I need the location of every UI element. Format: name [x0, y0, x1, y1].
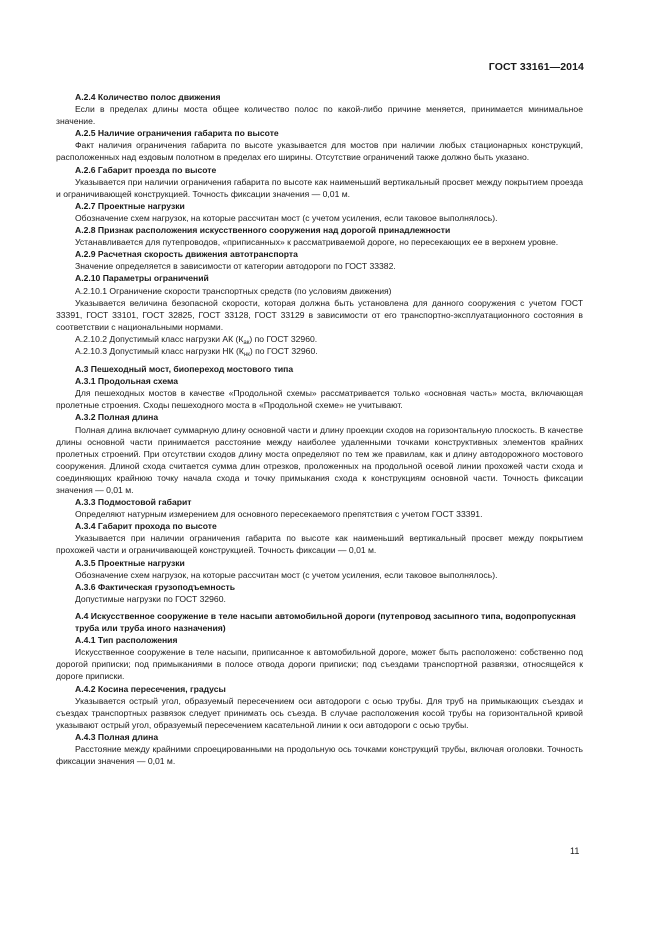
- paragraph: Устанавливается для путепроводов, «приписанных» к рассматриваемой дороге, но пересекающих ее в верхнем уровне.: [75, 237, 559, 248]
- document-body: [56, 91, 583, 767]
- paragraph: Указывается величина безопасной скорости, которая должна быть установлена для данного сооружения с учетом ГОСТ 33391, ГОСТ 33101, ГОСТ 32825, ГОСТ 33128, ГОСТ 33129 в зависимости от его транспортно-эксплуатационного состояния в соответствии с национальными нормами.: [56, 297, 583, 332]
- paragraph: Искусственное сооружение в теле насыпи, приписанное к автомобильной дороге, может быть расположено: собственно под дорогой приписки; под примыканиями в полосе отвода дороги приписки; под съездами транспортной развязки, относящейся к дороге приписки.: [56, 647, 583, 682]
- document-header-id: ГОСТ 33161—2014: [488, 61, 584, 73]
- paragraph: Допустимые нагрузки по ГОСТ 32960.: [75, 593, 226, 604]
- clause-heading: А.2.7 Проектные нагрузки: [75, 200, 185, 211]
- clause-heading: А.3.2 Полная длина: [75, 412, 159, 423]
- clause-heading: А.4.1 Тип расположения: [75, 635, 178, 646]
- paragraph: Обозначение схем нагрузок, на которые рассчитан мост (с учетом усиления, если таковое выполнялось).: [75, 569, 498, 580]
- paragraph: Указывается при наличии ограничения габарита по высоте как наименьший вертикальный просвет между покрытием проезда и ограничивающей конструкцией. Точность фиксации значения — 0,01 м.: [56, 176, 583, 199]
- clause-heading: А.3.5 Проектные нагрузки: [75, 557, 185, 568]
- clause-heading: А.3.1 Продольная схема: [75, 376, 179, 387]
- paragraph: Определяют натурным измерением для основного пересекаемого препятствия с учетом ГОСТ 33391.: [75, 509, 483, 520]
- clause-heading: А.4.2 Косина пересечения, градусы: [75, 683, 226, 694]
- paragraph: Расстояние между крайними спроецированными на продольную ось точками конструкций трубы, включая оголовки. Точность фиксации значения — 0,01 м.: [56, 743, 583, 767]
- paragraph: Если в пределах длины моста общее количество полос по какой-либо причине меняется, принимается минимальное значение.: [56, 104, 583, 127]
- paragraph: Обозначение схем нагрузок, на которые рассчитан мост (с учетом усиления, если таковое выполнялось).: [75, 212, 498, 223]
- paragraph: Для пешеходных мостов в качестве «Продольной схемы» рассматривается только «основная часть» моста, включающая пролетные строения. Сходы пешеходного моста в «Продольной схеме» не учитывают.: [56, 388, 583, 411]
- paragraph: А.2.10.3 Допустимый класс нагрузки НК $(К_{нк})$ по ГОСТ 32960.: [75, 345, 318, 358]
- clause-heading: А.2.6 Габарит проезда по высоте: [75, 164, 217, 175]
- clause-heading: А.4.3 Полная длина: [75, 731, 159, 742]
- paragraph: Указывается при наличии ограничения габарита по высоте как наименьший вертикальный просвет между покрытием прохожей части и ограничивающей конструкцией. Точность фиксации — 0,01 м.: [56, 533, 583, 556]
- clause-heading: А.2.4 Количество полос движения: [75, 92, 221, 102]
- section-heading: А.3 Пешеходный мост, биопереход мостового типа: [75, 364, 294, 375]
- paragraph: Значение определяется в зависимости от категории автодороги по ГОСТ 33382.: [75, 261, 396, 272]
- clause-heading: А.2.10 Параметры ограничений: [75, 273, 209, 284]
- clause-heading: А.2.5 Наличие ограничения габарита по высоте: [75, 128, 279, 139]
- paragraph: А.2.10.1 Ограничение скорости транспортных средств (по условиям движения): [75, 285, 392, 296]
- paragraph: Указывается острый угол, образуемый пересечением оси автодороги с осью трубы. Для труб на примыкающих съездах и съездах транспортных развязок следует принимать ось съезда. В случае расположения косой трубы на горизонтальной кривой указывают острый угол, образуемый пересечением касательной линии к оси автодороги с осью трубы.: [56, 695, 583, 730]
- clause-heading: А.3.3 Подмостовой габарит: [75, 497, 192, 508]
- section-heading: А.4 Искусственное сооружение в теле насыпи автомобильной дороги (путепровод засыпного типа, водопропускная труба или труба иного назначения): [75, 610, 576, 634]
- paragraph: Факт наличия ограничения габарита по высоте указывается для мостов при наличии любых стационарных конструкций, расположенных над ездовым полотном в пределах его ширины. Отсутствие ограничений также должно быть указано.: [56, 140, 583, 163]
- clause-heading: А.2.8 Признак расположения искусственного сооружения над дорогой принадлежности: [75, 225, 451, 236]
- clause-heading: А.3.6 Фактическая грузоподъемность: [75, 581, 235, 592]
- page-number: 11: [570, 846, 580, 856]
- paragraph: А.2.10.2 Допустимый класс нагрузки АК $(К_{ак})$ по ГОСТ 32960.: [75, 333, 318, 346]
- clause-heading: А.2.9 Расчетная скорость движения автотранспорта: [75, 249, 298, 260]
- clause-heading: А.3.4 Габарит прохода по высоте: [75, 521, 217, 532]
- paragraph: Полная длина включает суммарную длину основной части и длину проекции сходов на горизонтальную плоскость. В качестве длины основной части принимается расстояние между наиболее удаленными точками конструктивных элементов крайних пролетных строений. При отсутствии сходов длину моста определяют по тем же правилам, как и длину автодорожного мостового сооружения. Длиной схода считается сумма длин отрезков, проложенных на продольной осевой линии прохожей части схода и соединяющих крайнюю точку начала схода и точку примыкания схода к конструкциям основной части. Точность фиксации значения — 0,01 м.: [56, 424, 583, 495]
